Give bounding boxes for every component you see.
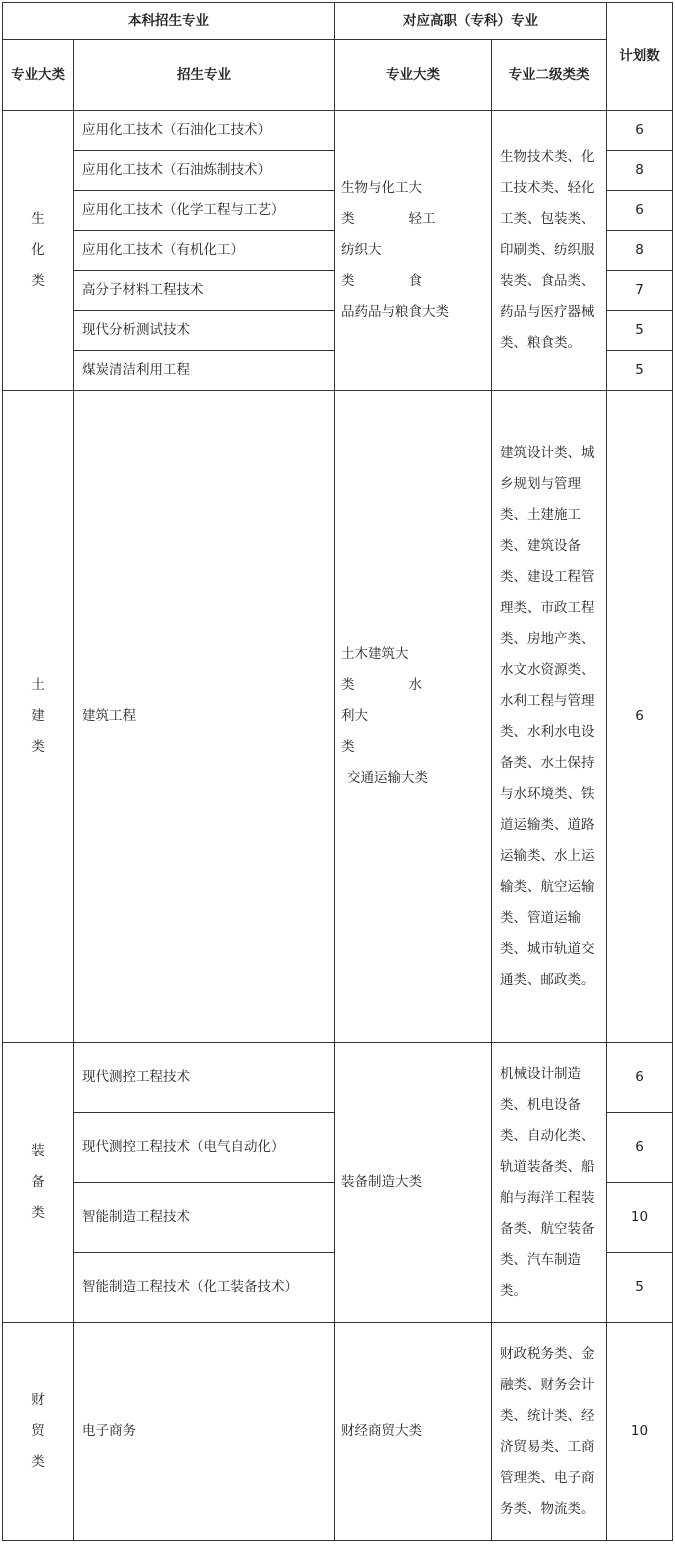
- major-name: 应用化工技术（化学工程与工艺）: [74, 191, 335, 231]
- category-cell: [3, 111, 74, 391]
- voc-category-cell: [335, 391, 492, 1043]
- voc-category-cell: [335, 1043, 492, 1323]
- voc-category-line: 类 食: [341, 273, 422, 289]
- category-char: 备: [31, 1174, 45, 1190]
- major-name: 电子商务: [74, 1323, 335, 1541]
- voc-category-line: 财经商贸大类: [341, 1423, 422, 1439]
- voc-category-line: 利大: [341, 708, 368, 724]
- plan-count: 6: [607, 1113, 673, 1183]
- major-name: 应用化工技术（有机化工）: [74, 231, 335, 271]
- plan-count: 8: [607, 151, 673, 191]
- category-cell: [3, 391, 74, 1043]
- category-char: 类: [31, 739, 45, 755]
- category-char: 类: [31, 273, 45, 289]
- voc-subcategory-cell: 建筑设计类、城乡规划与管理类、土建施工类、建筑设备类、建设工程管理类、市政工程类、房地产类、水文水资源类、水利工程与管理类、水利水电设备类、水土保持与水环境类、铁道运输类、道路运输类、水上运输类、航空运输类、管道运输类、城市轨道交通类、邮政类。: [492, 391, 607, 1043]
- table-row: [3, 1323, 673, 1541]
- voc-category-line: 装备制造大类: [341, 1174, 422, 1190]
- table-row: [3, 1043, 673, 1113]
- header-enroll-major: 招生专业: [74, 40, 335, 111]
- category-cell: [3, 1043, 74, 1323]
- category-char: 建: [31, 708, 45, 724]
- voc-subcategory-cell: 财政税务类、金融类、财务会计类、统计类、经济贸易类、工商管理类、电子商务类、物流类。: [492, 1323, 607, 1541]
- voc-subcategory-cell: 机械设计制造类、机电设备类、自动化类、轨道装备类、船舶与海洋工程装备类、航空装备类、汽车制造类。: [492, 1043, 607, 1323]
- table-row: [3, 391, 673, 1043]
- voc-category-cell: [335, 1323, 492, 1541]
- plan-count: 8: [607, 231, 673, 271]
- plan-count: 6: [607, 1043, 673, 1113]
- voc-category-line: 品药品与粮食大类: [341, 304, 449, 320]
- voc-category-line: 类 轻工: [341, 211, 436, 227]
- major-name: 建筑工程: [74, 391, 335, 1043]
- category-char: 生: [31, 211, 45, 227]
- major-name: 智能制造工程技术（化工装备技术）: [74, 1253, 335, 1323]
- plan-count: 10: [607, 1183, 673, 1253]
- voc-category-line: 交通运输大类: [347, 770, 428, 786]
- category-cell: [3, 1323, 74, 1541]
- major-name: 智能制造工程技术: [74, 1183, 335, 1253]
- category-char: 类: [31, 1205, 45, 1221]
- voc-category-cell: [335, 111, 492, 391]
- voc-subcategory-cell: 生物技术类、化工技术类、轻化工类、包装类、印刷类、纺织服装类、食品类、药品与医疗器械类、粮食类。: [492, 111, 607, 391]
- voc-category-line: 纺织大: [341, 242, 382, 258]
- category-char: 化: [31, 242, 45, 258]
- voc-category-line: 类 水: [341, 677, 422, 693]
- major-name: 应用化工技术（石油化工技术）: [74, 111, 335, 151]
- plan-count: 5: [607, 351, 673, 391]
- header-undergrad: 本科招生专业: [3, 3, 335, 40]
- header-vocational: 对应高职（专科）专业: [335, 3, 607, 40]
- header-voc-subcategory: 专业二级类类: [492, 40, 607, 111]
- major-name: 现代测控工程技术: [74, 1043, 335, 1113]
- plan-count: 5: [607, 311, 673, 351]
- major-name: 煤炭清洁利用工程: [74, 351, 335, 391]
- voc-category-line: 类: [341, 739, 355, 755]
- major-name: 应用化工技术（石油炼制技术）: [74, 151, 335, 191]
- category-char: 类: [31, 1454, 45, 1470]
- voc-category-line: 土木建筑大: [341, 646, 409, 662]
- category-char: 土: [31, 677, 45, 693]
- major-name: 现代分析测试技术: [74, 311, 335, 351]
- header-voc-category: 专业大类: [335, 40, 492, 111]
- category-char: 装: [31, 1143, 45, 1159]
- category-char: 财: [31, 1392, 45, 1408]
- category-char: 贸: [31, 1423, 45, 1439]
- table-row: [3, 111, 673, 151]
- major-name: 高分子材料工程技术: [74, 271, 335, 311]
- enrollment-plan-table: [2, 2, 673, 1541]
- plan-count: 7: [607, 271, 673, 311]
- header-plan: 计划数: [607, 3, 673, 111]
- plan-count: 6: [607, 111, 673, 151]
- header-major-category: 专业大类: [3, 40, 74, 111]
- plan-count: 6: [607, 391, 673, 1043]
- voc-category-line: 生物与化工大: [341, 180, 422, 196]
- major-name: 现代测控工程技术（电气自动化）: [74, 1113, 335, 1183]
- plan-count: 10: [607, 1323, 673, 1541]
- plan-count: 6: [607, 191, 673, 231]
- plan-count: 5: [607, 1253, 673, 1323]
